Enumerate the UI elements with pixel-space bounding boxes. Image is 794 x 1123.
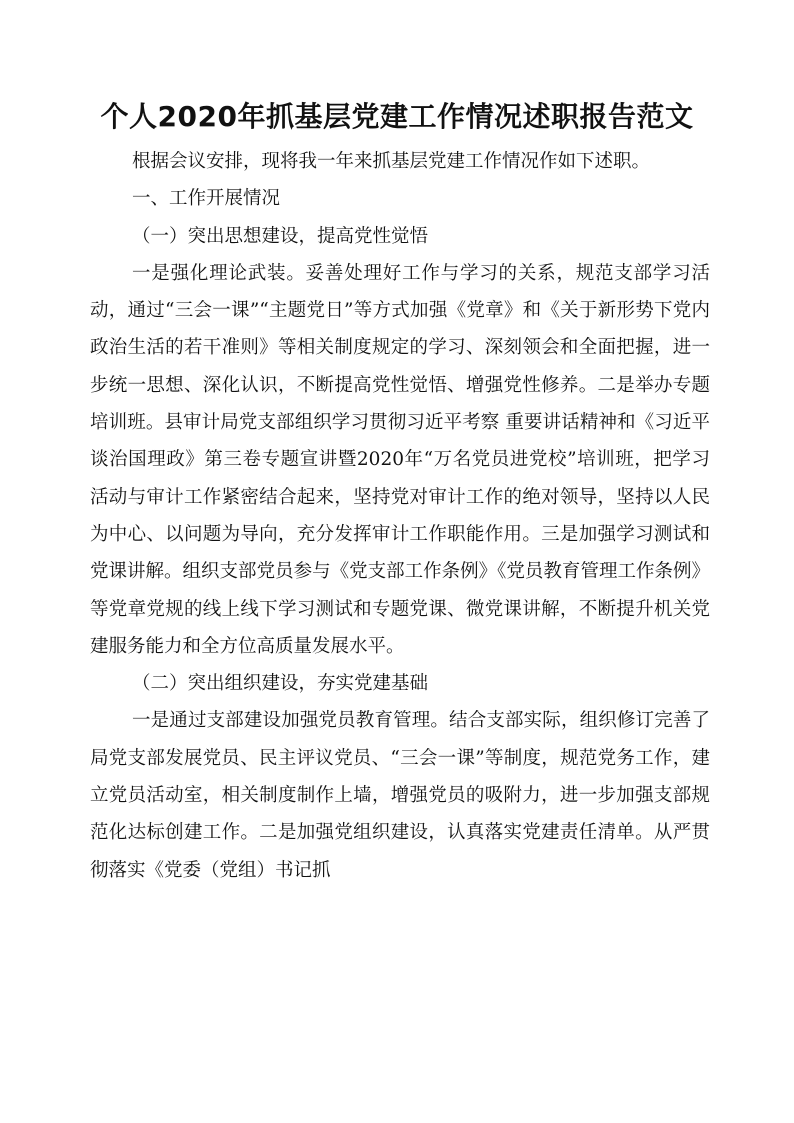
- document-title: 个人2020年抓基层党建工作情况述职报告范文: [100, 100, 694, 133]
- subsection-heading-2: （二）突出组织建设，夯实党建基础: [132, 673, 429, 695]
- paragraph-organization: 一是通过支部建设加强党员教育管理。结合支部实际，组织修订完善了局党支部发展党员、民主评议党员、“三会一课”等制度，规范党务工作，建立党员活动室，相关制度制作上墙，增强党员的吸附力，进一步加强支部规范化达标创建工作。二是加强党组织建设，认真落实党建责任清单。从严贯彻落实《党委（党组）书记抓: [90, 710, 710, 881]
- intro-paragraph: 根据会议安排，现将我一年来抓基层党建工作情况作如下述职。: [132, 151, 651, 172]
- subsection-heading-1: （一）突出思想建设，提高党性觉悟: [132, 225, 429, 247]
- document-body: [90, 143, 710, 889]
- paragraph-ideology: 一是强化理论武装。妥善处理好工作与学习的关系，规范支部学习活动，通过“三会一课”“主题党日”等方式加强《党章》和《关于新形势下党内政治生活的若干准则》等相关制度规定的学习、深刻领会和全面把握，进一步统一思想、深化认识，不断提高党性觉悟、增强党性修养。二是举办专题培训班。县审计局党支部组织学习贯彻习近平考察 重要讲话精神和《习近平谈治国理政》第三卷专题宣讲暨2020年“万名党员进党校”培训班，把学习活动与审计工作紧密结合起来，坚持党对审计工作的绝对领导，坚持以人民为中心、以问题为导向，充分发挥审计工作职能作用。三是加强学习测试和党课讲解。组织支部党员参与《党支部工作条例》《党员教育管理工作条例》等党章党规的线上线下学习测试和专题党课、微党课讲解，不断提升机关党建服务能力和全方位高质量发展水平。: [90, 262, 710, 657]
- section-heading-1: 一、工作开展情况: [132, 188, 281, 210]
